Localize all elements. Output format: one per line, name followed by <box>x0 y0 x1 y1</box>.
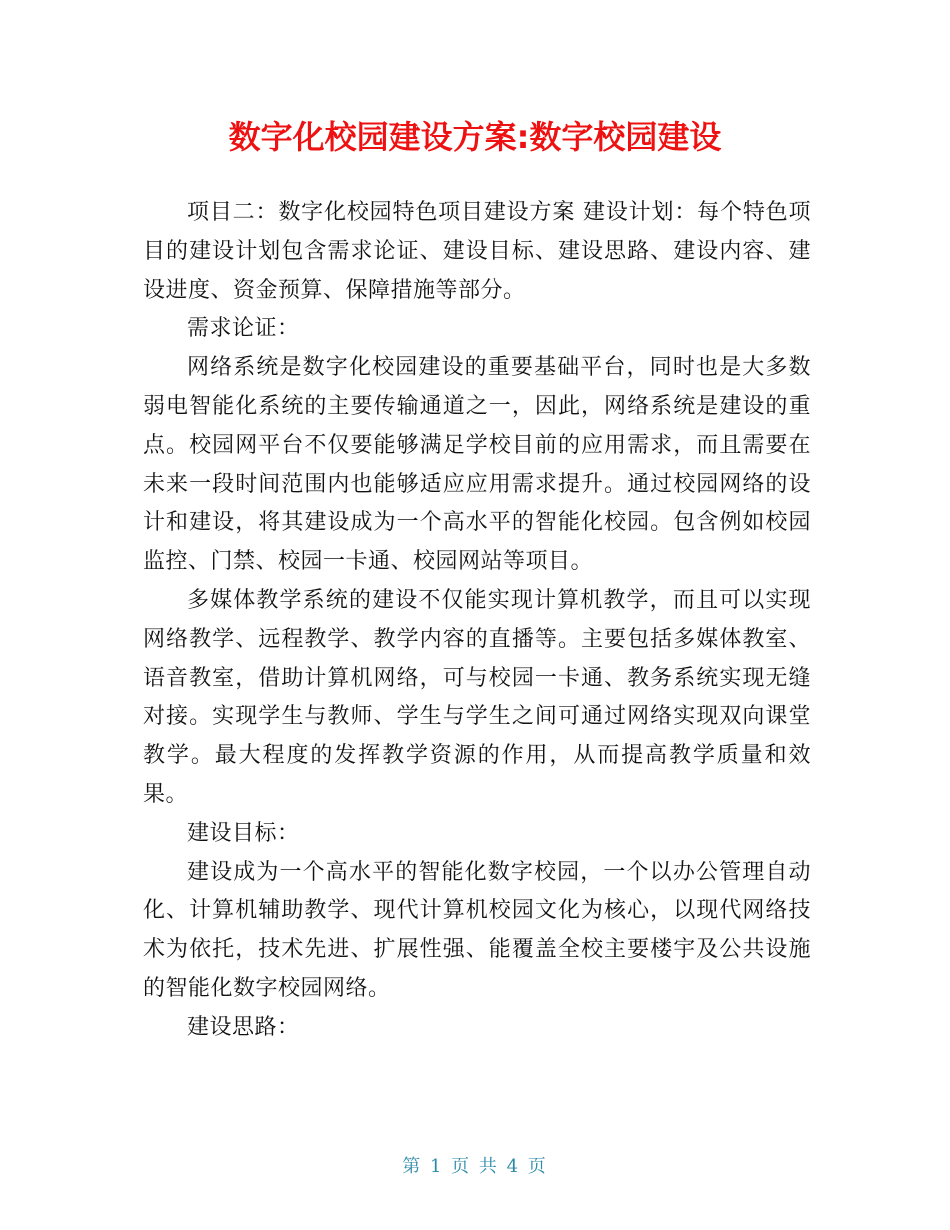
heading-approach: 建设思路： <box>187 1014 300 1040</box>
heading-requirements: 需求论证： <box>187 316 300 342</box>
paragraph-multimedia: 多媒体教学系统的建设不仅能实现计算机教学，而且可以实现网络教学、远程教学、教学内容的直播等。主要包括多媒体教室、语音教室，借助计算机网络，可与校园一卡通、教务系统实现无缝对接。实现学生与教师、学生与学生之间可通过网络实现双向课堂教学。最大程度的发挥教学资源的作用，从而提高教学质量和效果。 <box>143 587 811 807</box>
paragraph-network: 网络系统是数字化校园建设的重要基础平台，同时也是大多数弱电智能化系统的主要传输通道之一，因此，网络系统是建设的重点。校园网平台不仅要能够满足学校目前的应用需求，而且需要在未来一段时间范围内也能够适应应用需求提升。通过校园网络的设计和建设，将其建设成为一个高水平的智能化校园。包含例如校园监控、门禁、校园一卡通、校园网站等项目。 <box>143 355 811 575</box>
paragraph-goals: 建设成为一个高水平的智能化数字校园，一个以办公管理自动化、计算机辅助教学、现代计算机校园文化为核心，以现代网络技术为依托，技术先进、扩展性强、能覆盖全校主要楼宇及公共设施的智能化数字校园网络。 <box>143 859 811 1001</box>
page-title: 数字化校园建设方案:数字校园建设 <box>228 118 722 156</box>
paragraph-intro: 项目二：数字化校园特色项目建设方案 建设计划：每个特色项目的建设计划包含需求论证、建设目标、建设思路、建设内容、建设进度、资金预算、保障措施等部分。 <box>143 200 811 303</box>
document-body <box>143 194 811 1048</box>
page-footer: 第 1 页 共 4 页 <box>402 1156 548 1177</box>
heading-goals: 建设目标： <box>187 820 300 846</box>
